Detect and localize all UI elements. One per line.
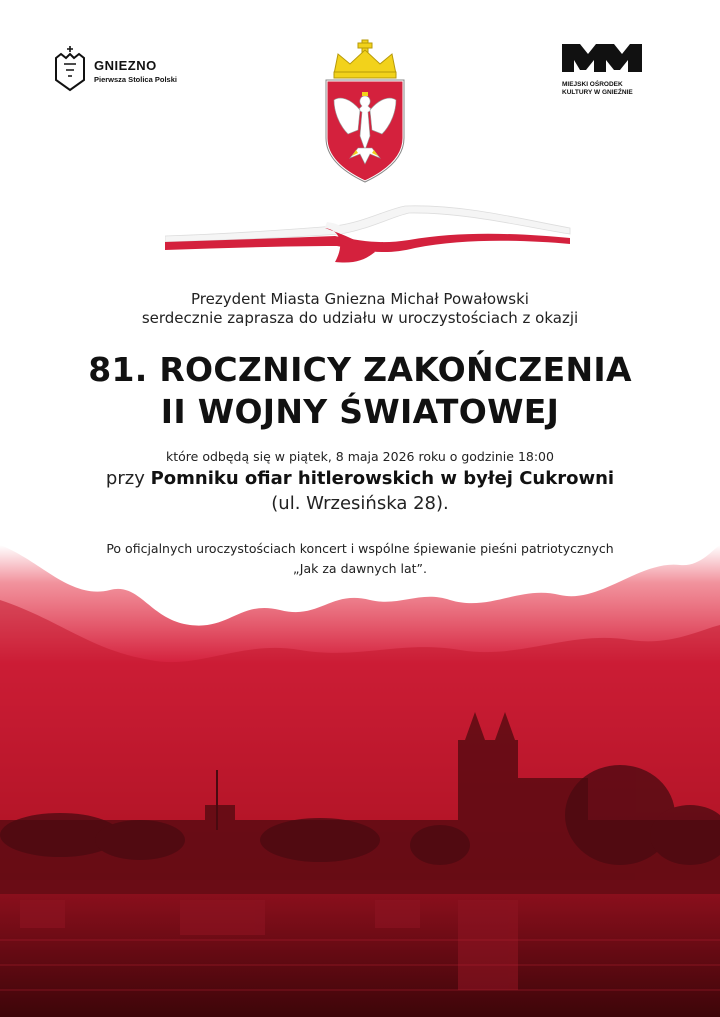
city-name: GNIEZNO <box>94 58 157 73</box>
mok-line2: KULTURY W GNIEŹNIE <box>562 89 633 96</box>
flag-ribbon <box>165 200 575 275</box>
title-line-1: 81. ROCZNICY ZAKOŃCZENIA <box>88 350 632 389</box>
mok-line1: MIEJSKI OŚRODEK <box>562 81 623 88</box>
crown-tower-icon <box>52 44 88 92</box>
event-location <box>0 468 720 489</box>
location-place: Pomniku ofiar hitlerowskich w byłej Cukrowni <box>150 468 615 489</box>
event-address: (ul. Wrzesińska 28). <box>271 493 449 514</box>
intro-line-2: serdecznie zaprasza do udziału w uroczystościach z okazji <box>141 309 579 327</box>
coat-of-arms-icon <box>320 38 410 186</box>
concert-note-line-2: „Jak za dawnych lat”. <box>293 561 427 576</box>
event-date-time: które odbędą się w piątek, 8 maja 2026 roku o godzinie 18:00 <box>166 449 554 464</box>
gniezno-logo <box>52 44 202 92</box>
city-subtitle: Pierwsza Stolica Polski <box>94 75 177 84</box>
title-line-2: II WOJNY ŚWIATOWEJ <box>160 392 560 431</box>
concert-note-line-1: Po oficjalnych uroczystościach koncert i wspólne śpiewanie pieśni patriotycznych <box>106 541 614 556</box>
mok-mark-icon <box>562 40 642 76</box>
mok-logo <box>560 40 670 100</box>
location-prefix: przy <box>105 468 151 489</box>
intro-line-1: Prezydent Miasta Gniezna Michał Powałowski <box>191 290 529 308</box>
